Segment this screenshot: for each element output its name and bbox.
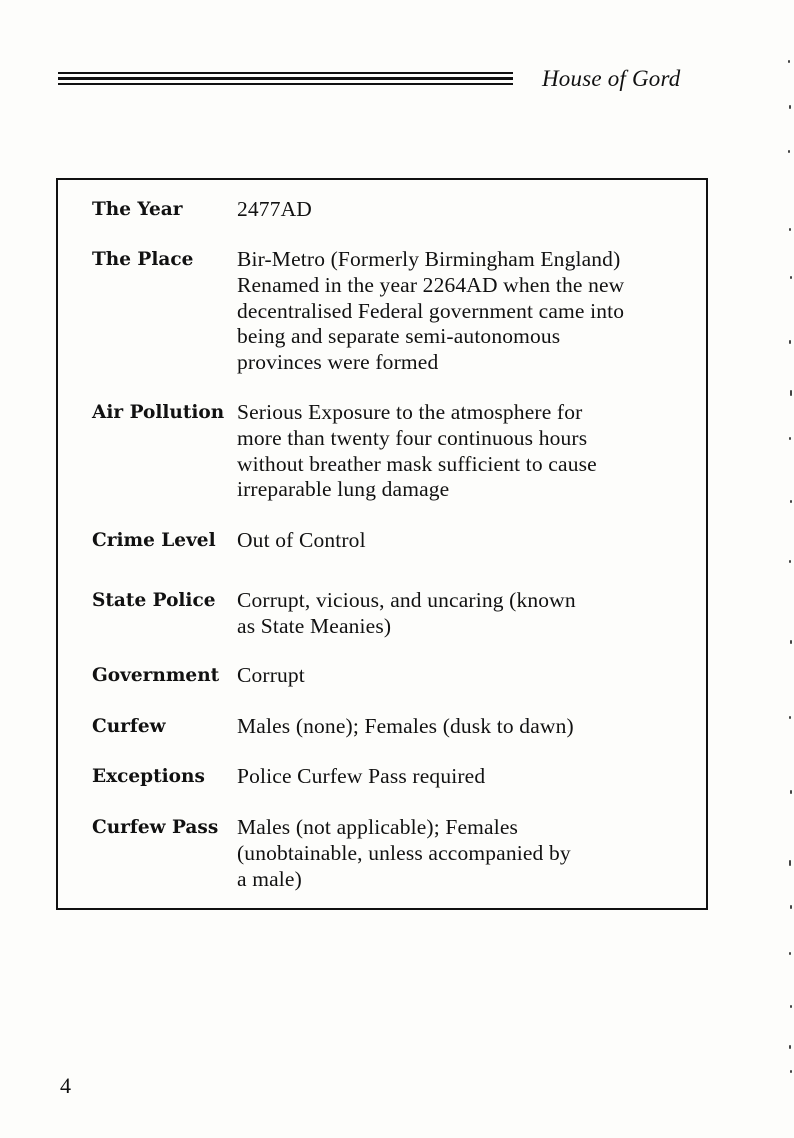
header-rule bbox=[58, 72, 513, 86]
fact-value bbox=[237, 714, 707, 740]
fact-line: Corrupt bbox=[237, 663, 305, 687]
fact-line: Males (not applicable); Females bbox=[237, 815, 519, 839]
fact-label: State Police bbox=[92, 590, 216, 611]
fact-line: Police Curfew Pass required bbox=[237, 764, 486, 788]
fact-label: Curfew bbox=[92, 716, 166, 737]
fact-line: Bir-Metro (Formerly Birmingham England) bbox=[237, 247, 621, 271]
fact-line: Males (none); Females (dusk to dawn) bbox=[237, 714, 574, 738]
running-head: House of Gord bbox=[542, 66, 681, 91]
fact-label: Exceptions bbox=[92, 766, 205, 787]
fact-value bbox=[237, 400, 707, 503]
fact-value bbox=[237, 764, 707, 790]
fact-line: Corrupt, vicious, and uncaring (known bbox=[237, 588, 576, 612]
fact-label: Air Pollution bbox=[92, 402, 225, 423]
fact-value bbox=[237, 528, 707, 554]
fact-value bbox=[237, 815, 707, 892]
fact-line: more than twenty four continuous hours bbox=[237, 425, 588, 450]
fact-line: Renamed in the year 2264AD when the new bbox=[237, 272, 625, 297]
page-number: 4 bbox=[60, 1073, 71, 1098]
fact-line: Out of Control bbox=[237, 528, 366, 552]
fact-line: provinces were formed bbox=[237, 350, 439, 375]
fact-value bbox=[237, 663, 707, 689]
fact-line: (unobtainable, unless accompanied by bbox=[237, 840, 571, 865]
fact-value bbox=[237, 197, 707, 223]
fact-line: Serious Exposure to the atmosphere for bbox=[237, 400, 583, 424]
fact-line: 2477AD bbox=[237, 197, 312, 221]
fact-value bbox=[237, 247, 707, 376]
fact-line: as State Meanies) bbox=[237, 613, 392, 638]
fact-line: decentralised Federal government came into bbox=[237, 298, 625, 323]
fact-value bbox=[237, 588, 707, 640]
fact-label: The Year bbox=[92, 199, 183, 220]
fact-label: The Place bbox=[92, 249, 194, 270]
fact-label: Curfew Pass bbox=[92, 817, 219, 838]
fact-line: irreparable lung damage bbox=[237, 477, 450, 502]
fact-label: Crime Level bbox=[92, 530, 216, 551]
fact-line: being and separate semi-autonomous bbox=[237, 324, 561, 349]
fact-line: a male) bbox=[237, 866, 302, 891]
fact-label: Government bbox=[92, 665, 220, 686]
fact-line: without breather mask sufficient to cause bbox=[237, 451, 597, 476]
setting-facts-box bbox=[56, 178, 708, 910]
